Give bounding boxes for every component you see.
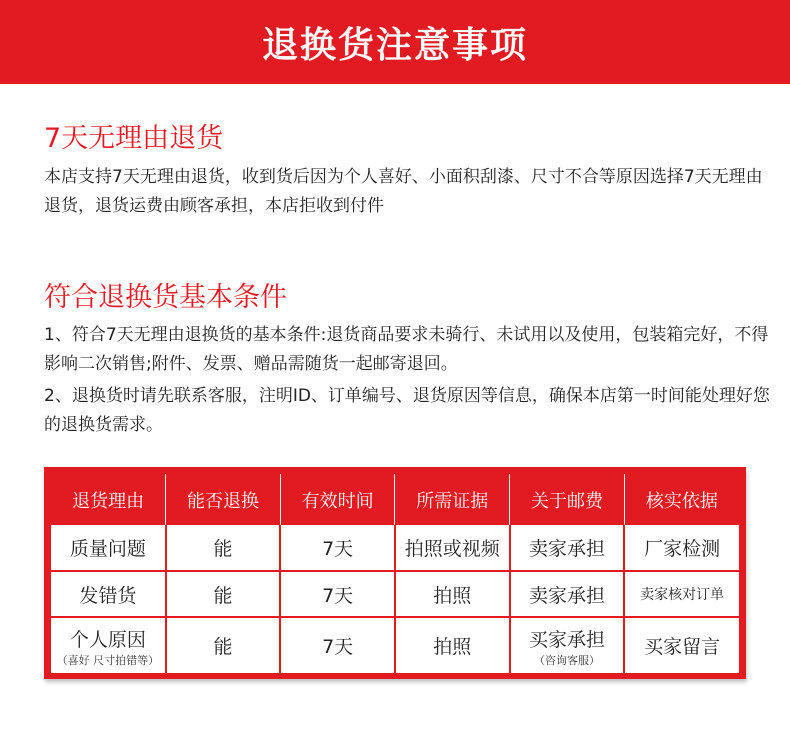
cell-verification: 厂家检测: [624, 525, 739, 571]
cell-evidence: 拍照: [395, 617, 510, 673]
section-title-conditions: 符合退换货基本条件: [44, 282, 287, 313]
column-header: 核实依据: [624, 474, 739, 525]
cell-evidence: 拍照或视频: [395, 525, 510, 571]
cell-postage: 卖家承担: [510, 571, 625, 617]
cell-reason-note: （喜好 尺寸拍错等）: [56, 653, 160, 667]
return-policy-table: [44, 467, 746, 679]
column-header: 所需证据: [395, 474, 510, 525]
cell-evidence: 拍照: [395, 571, 510, 617]
condition-paragraph-1: 1、符合7天无理由退换货的基本条件:退货商品要求未骑行、未试用以及使用，包装箱完好，不得影响二次销售;附件、发票、赠品需随货一起邮寄退回。: [44, 325, 769, 374]
column-header: 有效时间: [280, 474, 395, 525]
cell-valid-time: 7天: [280, 571, 395, 617]
cell-reason-group: [51, 617, 166, 673]
column-header: 关于邮费: [510, 474, 625, 525]
cell-reason: 发错货: [51, 571, 166, 617]
section-title-7day-return: 7天无理由退货: [44, 123, 224, 154]
header-banner: [0, 0, 790, 84]
table-row: [51, 571, 739, 617]
cell-valid-time: 7天: [280, 525, 395, 571]
table-header-row: [51, 474, 739, 525]
page-title: 退换货注意事项: [261, 24, 528, 66]
cell-postage-group: [510, 617, 625, 673]
cell-verification: 买家留言: [624, 617, 739, 673]
table-row: [51, 525, 739, 571]
cell-can-return: 能: [166, 525, 281, 571]
cell-can-return: 能: [166, 571, 281, 617]
cell-can-return: 能: [166, 617, 281, 673]
cell-postage: 卖家承担: [510, 525, 625, 571]
cell-verification: 卖家核对订单: [624, 571, 739, 617]
table-row: [51, 617, 739, 673]
cell-postage: 买家承担: [528, 628, 605, 651]
condition-paragraph-2: 2、退换货时请先联系客服，注明ID、订单编号、退货原因等信息，确保本店第一时间能处理好您的退换货需求。: [44, 386, 770, 435]
cell-valid-time: 7天: [280, 617, 395, 673]
column-header: 能否退换: [166, 474, 281, 525]
cell-reason: 个人原因: [69, 628, 146, 651]
column-header: 退货理由: [51, 474, 166, 525]
cell-reason: 质量问题: [51, 525, 166, 571]
section-body-7day-return: 本店支持7天无理由退货，收到货后因为个人喜好、小面积刮漆、尺寸不合等原因选择7天无理由退货，退货运费由顾客承担，本店拒收到付件: [44, 167, 763, 216]
cell-postage-note: （咨询客服）: [533, 653, 600, 667]
